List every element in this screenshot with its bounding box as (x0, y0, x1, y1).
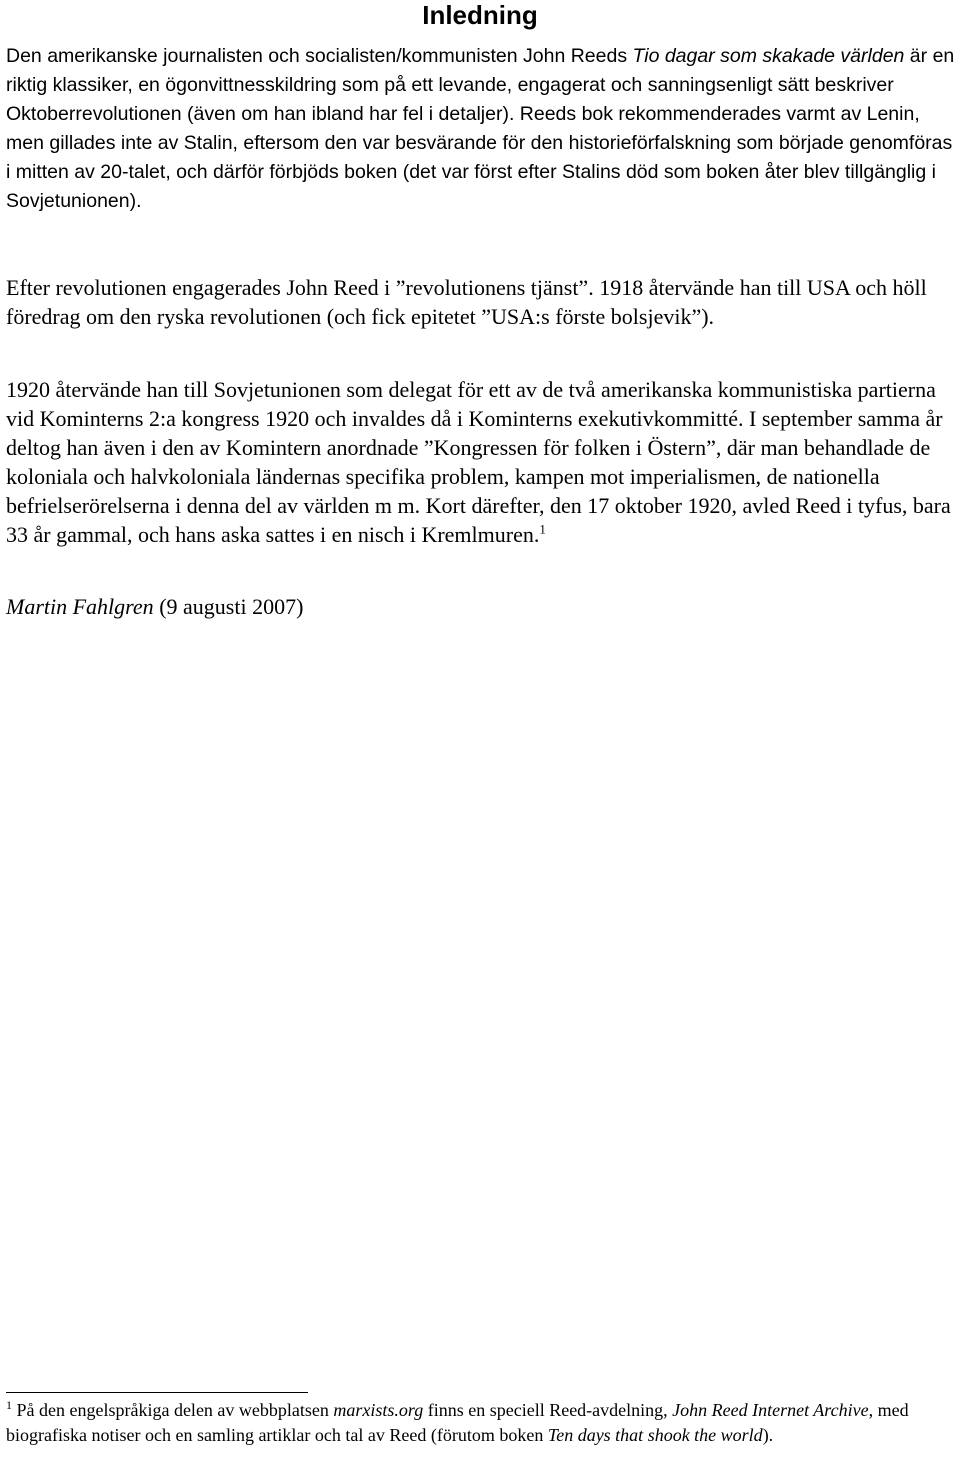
comintern-paragraph (6, 375, 956, 549)
signature (6, 592, 956, 621)
footnote-site: marxists.org (333, 1400, 424, 1420)
footnote-number: 1 (6, 1398, 12, 1412)
intro-text-rest: är en riktig klassiker, en ögonvittnesskildring som på ett levande, engagerat och sanningsenligt sätt beskriver Oktoberrevolutionen (även om han ibland har fel i detaljer). Reeds bok rekommenderades varmt av Lenin, men gillades inte av Stalin, eftersom den var besvärande för den historieförfalskning som började genomföras i mitten av 20-talet, och därför förbjöds boken (det var först efter Stalins död som boken åter blev tillgänglig i Sovjetunionen). (6, 45, 955, 212)
footnote-text-2: finns en speciell Reed-avdelning, (423, 1400, 673, 1420)
book-title: Tio dagar som skakade världen (632, 45, 905, 67)
footnote-archive-title: John Reed Internet Archive (672, 1400, 869, 1420)
intro-paragraph (6, 42, 956, 216)
page-title: Inledning (422, 0, 538, 30)
comintern-text: 1920 återvände han till Sovjetunionen som delegat för ett av de två amerikanska kommunistiska partierna vid Kominterns 2:a kongress 1920 och invaldes då i Kominterns exekutivkommitté. I september samma år deltog han även i den av Komintern anordnade ”Kongressen för folken i Östern”, där man behandlade de koloniala och halvkoloniala ländernas specifika problem, kampen mot imperialismen, de nationella befrielserörelserna i denna del av världen m m. Kort därefter, den 17 oktober 1920, avled Reed i tyfus, bara 33 år gammal, och hans aska sattes i en nisch i Kremlmuren. (6, 377, 951, 547)
footnote-reference[interactable]: 1 (539, 521, 546, 537)
revolution-paragraph: Efter revolutionen engagerades John Reed i ”revolutionens tjänst”. 1918 återvände han till USA och höll föredrag om den ryska revolutionen (och fick epitetet ”USA:s förste bolsjevik”). (6, 275, 927, 329)
footnote (6, 1398, 956, 1448)
footnote-text-4: ). (762, 1425, 774, 1445)
author-name: Martin Fahlgren (6, 594, 154, 619)
signature-date: (9 augusti 2007) (153, 594, 304, 619)
footnote-book-title: Ten days that shook the world (547, 1425, 763, 1445)
footnote-text-1: På den engelspråkiga delen av webbplatsen (12, 1400, 334, 1420)
footnote-text-3: , med biografiska notiser och en samling artiklar och tal av Reed (förutom boken (6, 1400, 909, 1445)
footnote-divider (6, 1392, 308, 1393)
intro-text-start: Den amerikanske journalisten och socialisten/kommunisten John Reeds (6, 45, 633, 67)
